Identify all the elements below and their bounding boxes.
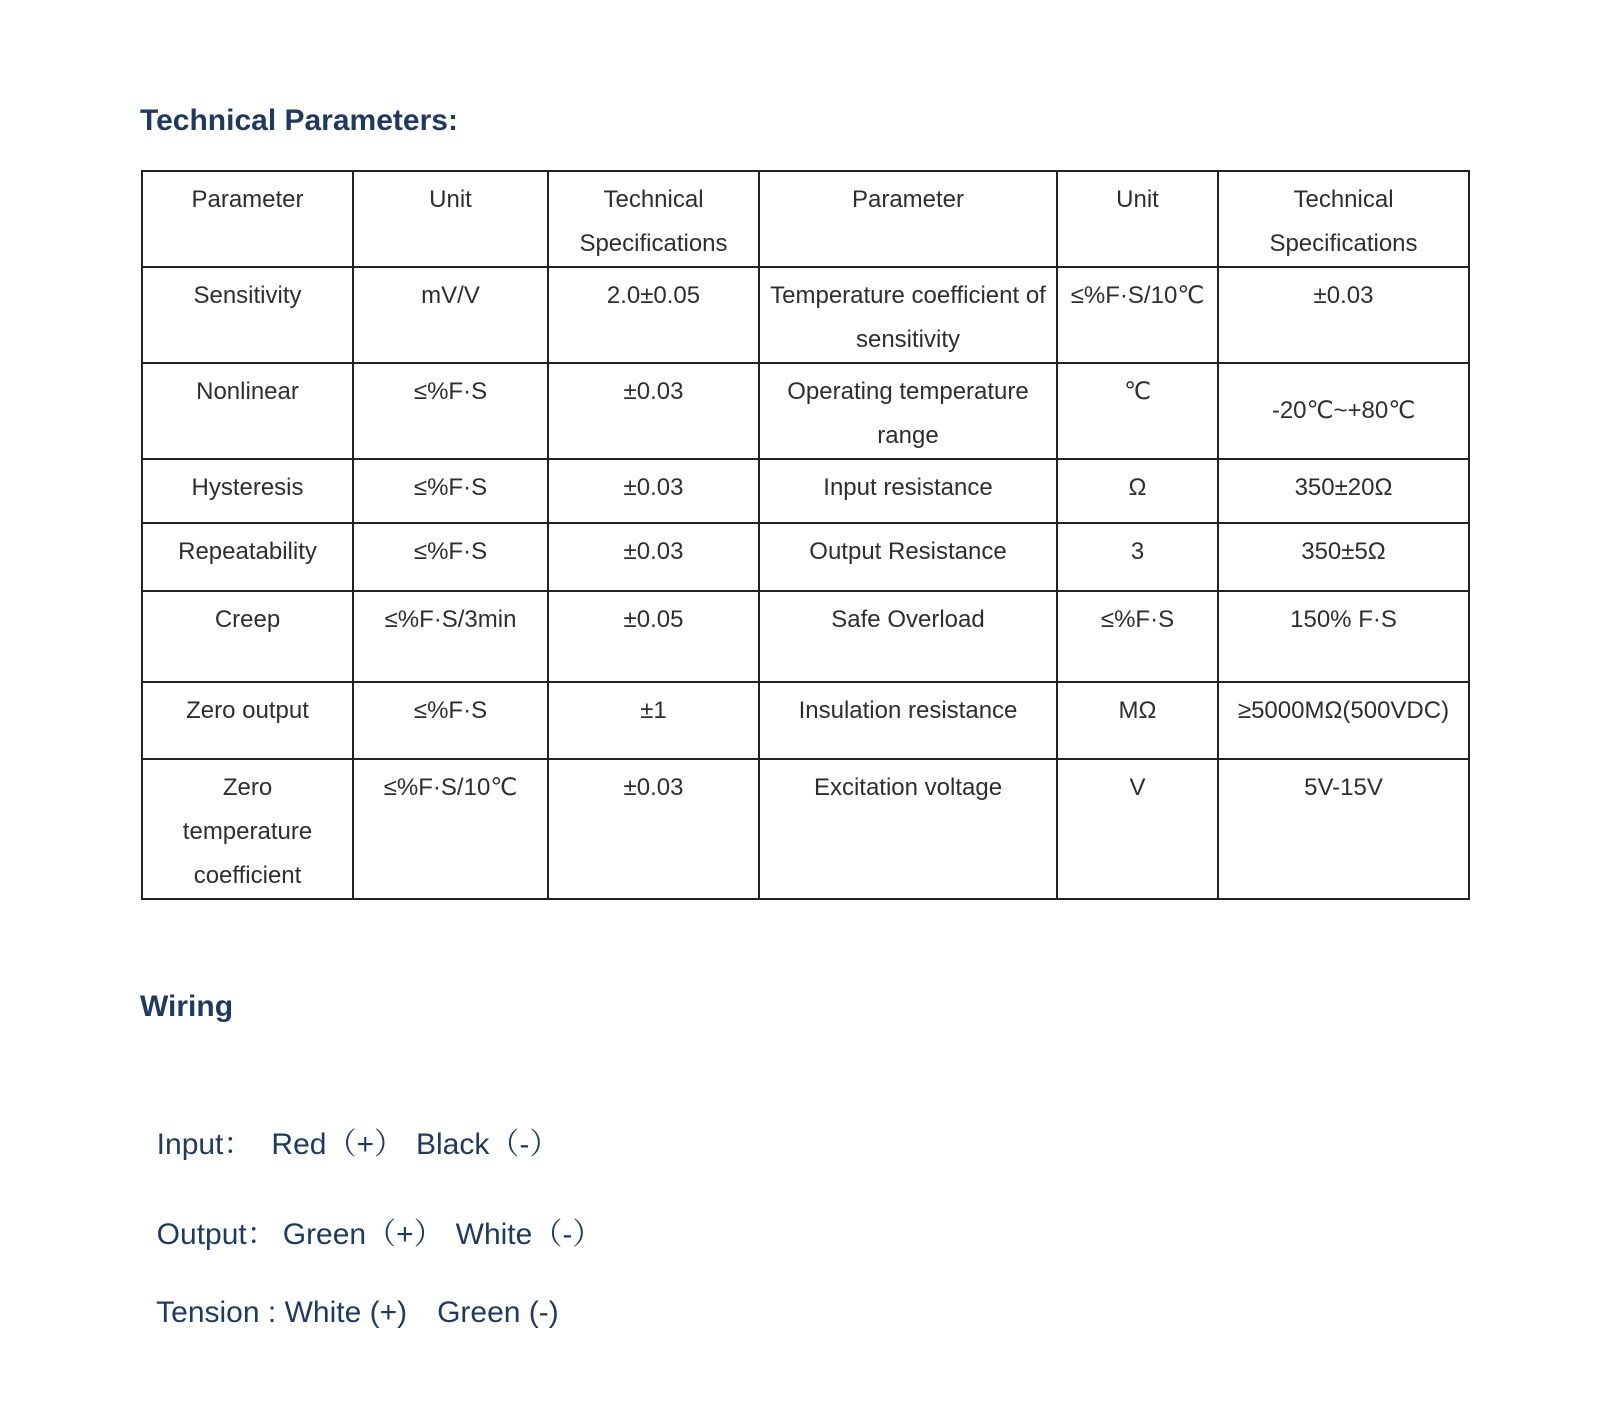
tension-negative: Green (-) xyxy=(437,1296,559,1329)
table-cell: 5V-15V xyxy=(1218,759,1469,899)
header-technical-specifications: Technical Specifications xyxy=(1218,171,1469,267)
table-cell: Insulation resistance xyxy=(759,682,1057,759)
wiring-tension-line xyxy=(140,1262,559,1330)
technical-parameters-table xyxy=(141,170,1470,900)
table-cell: ≥5000MΩ(500VDC) xyxy=(1218,682,1469,759)
table-cell: ±0.03 xyxy=(1218,267,1469,363)
table-cell: ≤%F·S xyxy=(353,363,548,459)
table-cell: Sensitivity xyxy=(142,267,353,363)
table-cell: ±1 xyxy=(548,682,759,759)
table-row xyxy=(142,682,1469,759)
table-cell: -20℃~+80℃ xyxy=(1218,363,1469,459)
table-header-row xyxy=(142,171,1469,267)
table-row xyxy=(142,363,1469,459)
table-cell: Creep xyxy=(142,591,353,682)
table-cell: ±0.03 xyxy=(548,523,759,591)
table-cell: ≤%F·S xyxy=(353,523,548,591)
input-negative: Black（-） xyxy=(415,1128,560,1161)
table-cell: Ω xyxy=(1057,459,1218,523)
header-parameter: Parameter xyxy=(142,171,353,267)
table-cell: 2.0±0.05 xyxy=(548,267,759,363)
table-cell: ±0.03 xyxy=(548,759,759,899)
table-cell: Temperature coefficient of sensitivity xyxy=(759,267,1057,363)
table-cell: 3 xyxy=(1057,523,1218,591)
table-cell: Zero temperature coefficient xyxy=(142,759,353,899)
output-positive: Green（+） xyxy=(282,1218,444,1251)
table-row xyxy=(142,591,1469,682)
table-cell: ≤%F·S/3min xyxy=(353,591,548,682)
table-cell: Excitation voltage xyxy=(759,759,1057,899)
header-unit: Unit xyxy=(353,171,548,267)
table-cell: ℃ xyxy=(1057,363,1218,459)
output-negative: White（-） xyxy=(455,1218,603,1251)
table-cell: ≤%F·S/10℃ xyxy=(353,759,548,899)
table-row xyxy=(142,267,1469,363)
table-cell: Nonlinear xyxy=(142,363,353,459)
input-label: Input： xyxy=(156,1128,254,1161)
table-cell: ≤%F·S xyxy=(353,459,548,523)
wiring-title: Wiring xyxy=(140,990,234,1023)
input-positive: Red（+） xyxy=(271,1128,404,1161)
header-parameter: Parameter xyxy=(759,171,1057,267)
table-cell: Repeatability xyxy=(142,523,353,591)
table-cell: V xyxy=(1057,759,1218,899)
output-label: Output： xyxy=(156,1218,277,1251)
header-technical-specifications: Technical Specifications xyxy=(548,171,759,267)
table-cell: 350±20Ω xyxy=(1218,459,1469,523)
table-cell: ±0.03 xyxy=(548,363,759,459)
table-cell: ±0.05 xyxy=(548,591,759,682)
table-cell: ±0.03 xyxy=(548,459,759,523)
wiring-input-line xyxy=(140,1085,559,1163)
table-cell: Input resistance xyxy=(759,459,1057,523)
table-row xyxy=(142,759,1469,899)
tension-positive: White (+) xyxy=(284,1296,408,1329)
table-row xyxy=(142,459,1469,523)
table-cell: 350±5Ω xyxy=(1218,523,1469,591)
table-cell: mV/V xyxy=(353,267,548,363)
table-cell: Safe Overload xyxy=(759,591,1057,682)
table-cell: ≤%F·S xyxy=(1057,591,1218,682)
table-cell: Hysteresis xyxy=(142,459,353,523)
table-row xyxy=(142,523,1469,591)
table-cell: ≤%F·S xyxy=(353,682,548,759)
page-title: Technical Parameters: xyxy=(140,104,458,137)
table-cell: MΩ xyxy=(1057,682,1218,759)
wiring-output-line xyxy=(140,1175,602,1253)
tension-label: Tension : xyxy=(156,1296,285,1329)
header-unit: Unit xyxy=(1057,171,1218,267)
table-cell: Operating temperature range xyxy=(759,363,1057,459)
table-cell: 150% F·S xyxy=(1218,591,1469,682)
table-cell: Output Resistance xyxy=(759,523,1057,591)
table-cell: Zero output xyxy=(142,682,353,759)
table-cell: ≤%F·S/10℃ xyxy=(1057,267,1218,363)
